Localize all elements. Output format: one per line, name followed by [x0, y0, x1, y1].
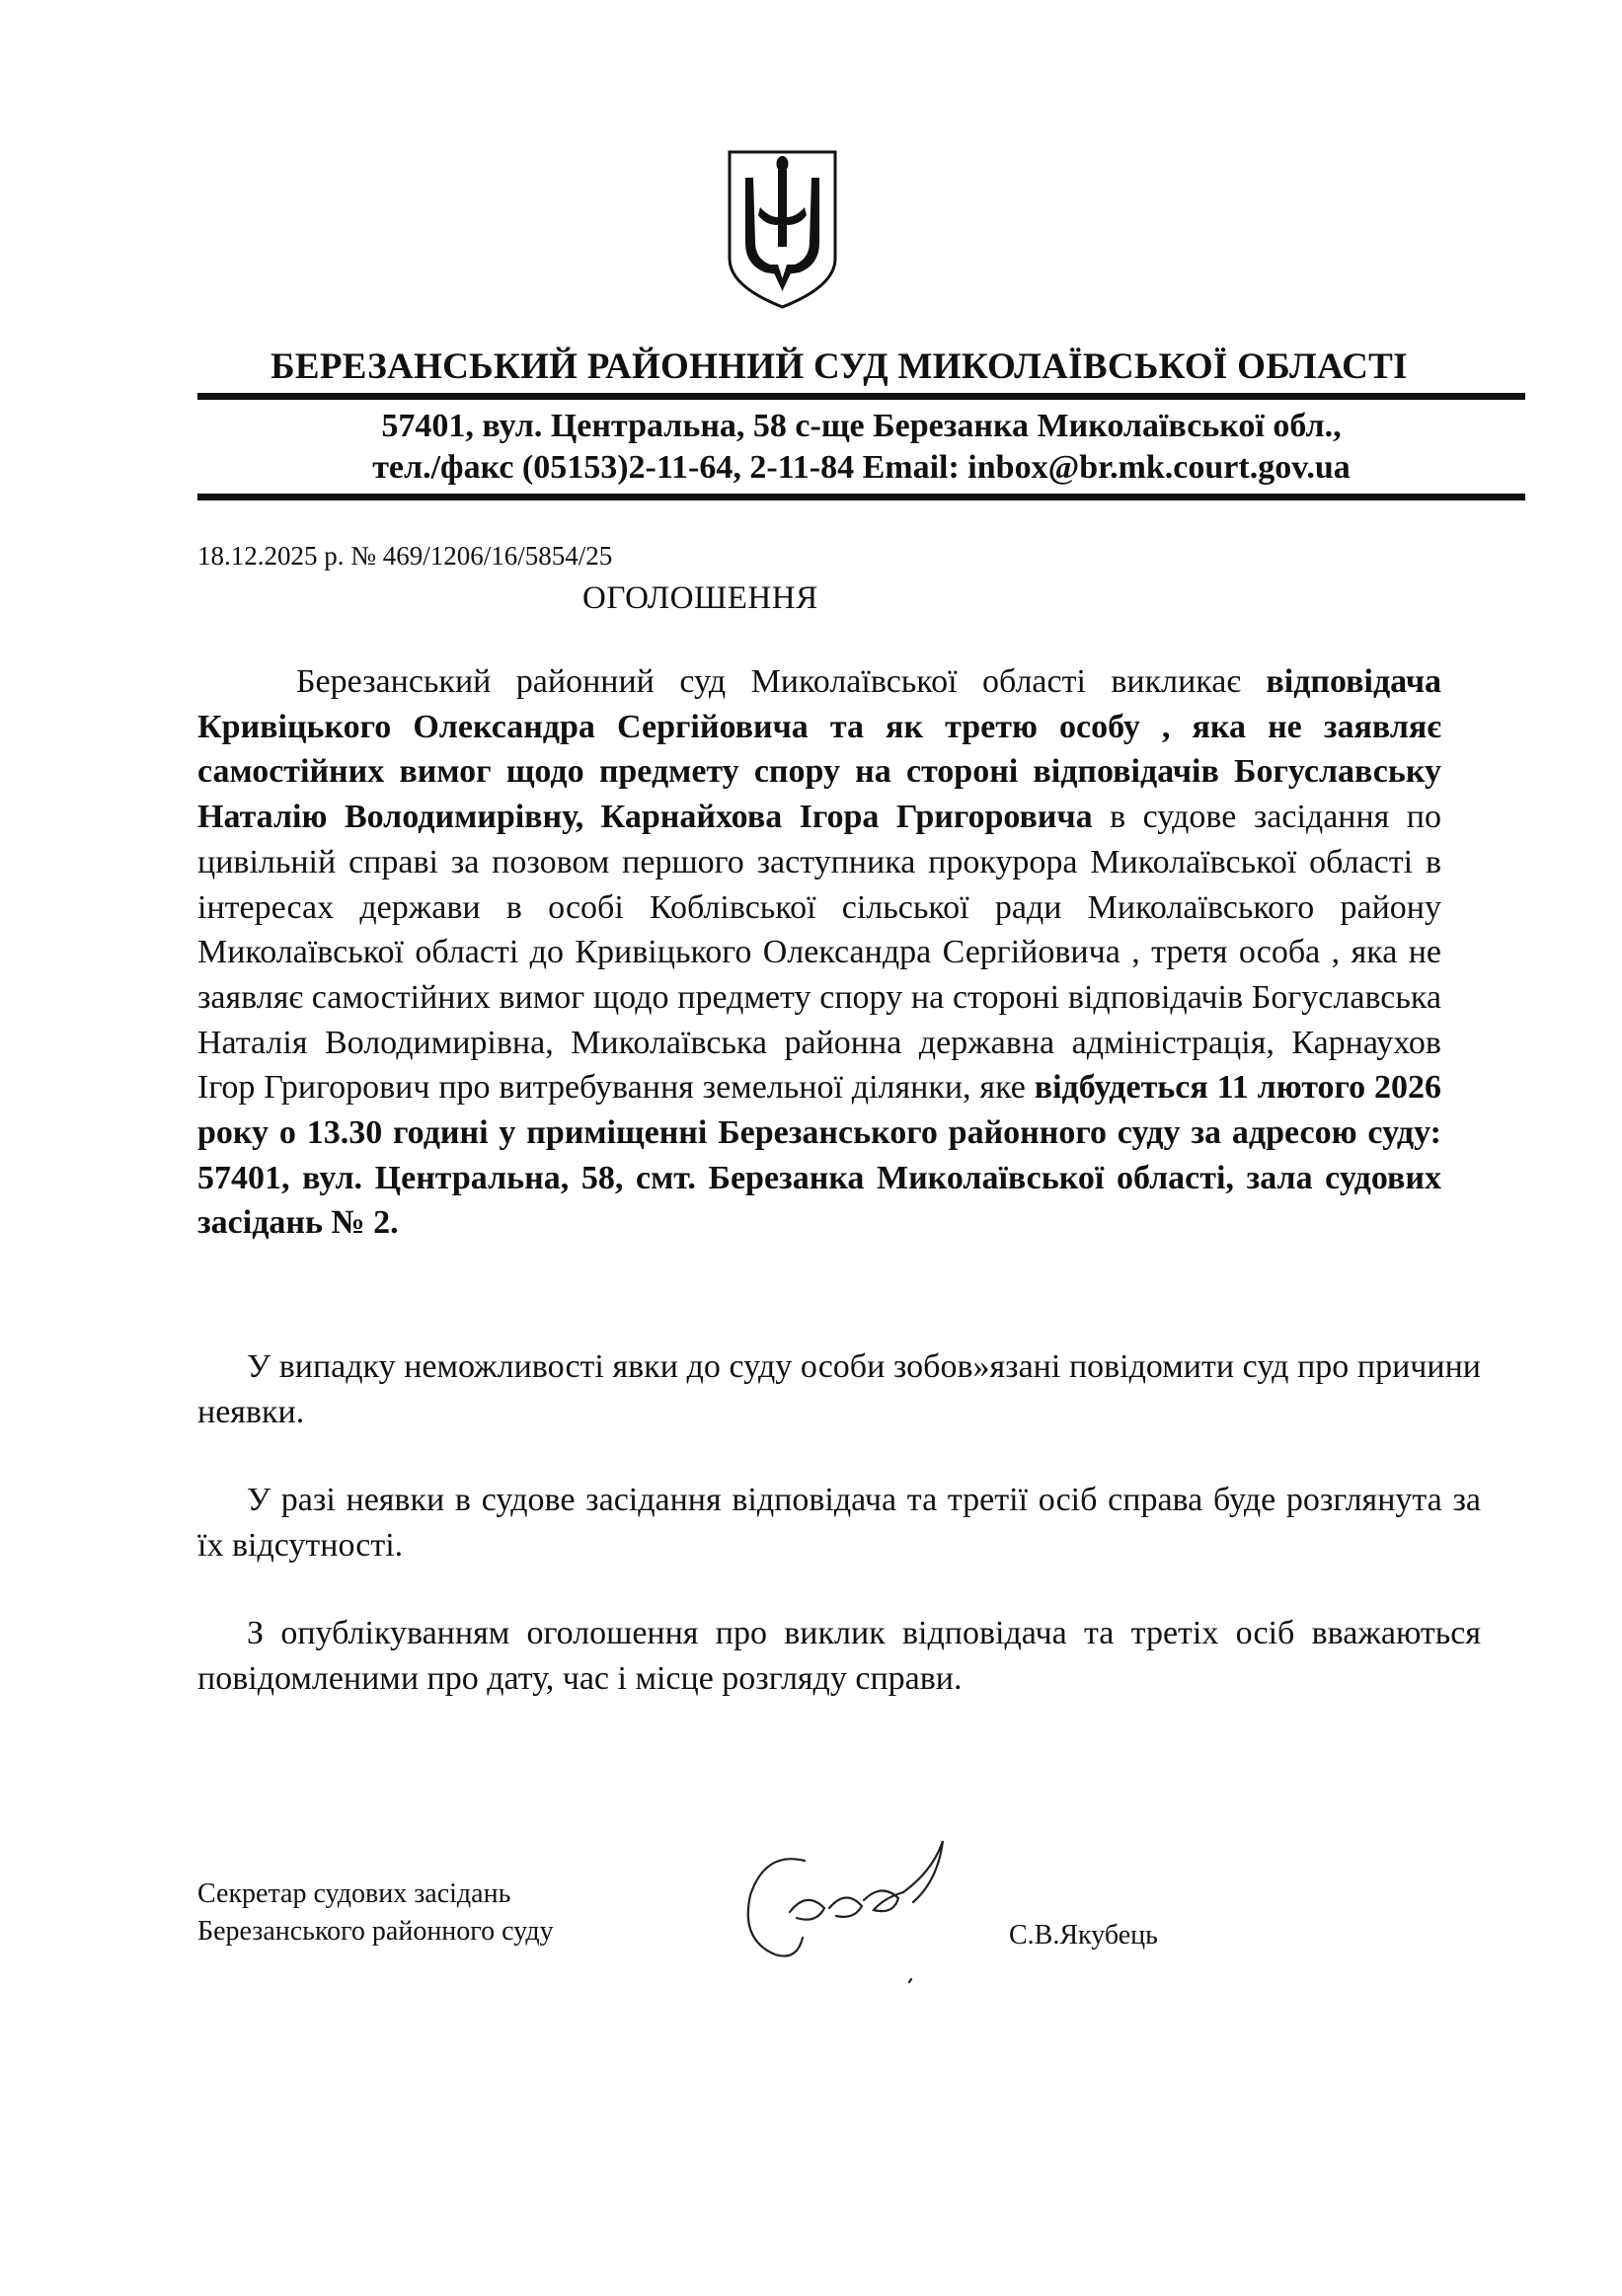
- coat-of-arms-icon: [726, 148, 839, 311]
- paragraph-absence-notice: У випадку неможливості явки до суду особи зобов»язані повідомити суд про причини неявки.: [197, 1348, 1481, 1430]
- court-address: 57401, вул. Центральна, 58 с-ще Березанка Миколаївської обл.,: [381, 408, 1342, 444]
- signatory-name: С.В.Якубець: [1009, 1920, 1158, 1951]
- main-hearing-details: відбудеться 11 лютого 2026 року о 13.30 годині у приміщенні Березанського районного суду за адресою суду: 57401, вул. Центральна, 58, смт. Березанка Миколаївської області, зала судових засідань № 2.: [197, 1069, 1441, 1242]
- header-divider-top: [197, 393, 1525, 400]
- document-title: ОГОЛОШЕННЯ: [582, 580, 818, 616]
- header-divider-bottom: [197, 494, 1525, 500]
- signatory-position-line1: Секретар судових засідань: [197, 1878, 511, 1909]
- paragraph-default-consequence: У разі неявки в судове засідання відповідача та третії осіб справа буде розглянута за їх відсутності.: [197, 1482, 1481, 1564]
- announcement-main-paragraph: [197, 659, 1441, 1246]
- court-contacts: тел./факс (05153)2-11-64, 2-11-84 Email: inbox@br.mk.court.gov.ua: [372, 449, 1351, 486]
- paragraph-publication-notice: З опублікуванням оголошення про виклик відповідача та третіх осіб вважаються повідомленими про дату, час і місце розгляду справи.: [197, 1615, 1481, 1697]
- main-intro: Березанський районний суд Миколаївської області викликає: [296, 663, 1241, 700]
- main-parties: відповідача Кривіцького Олександра Сергійовича та як третю особу , яка не заявляє самостійних вимог щодо предмету спору на стороні відповідачів Богуславську Наталію Володимирівну, Карнайхова Ігора Григоровича: [197, 663, 1441, 836]
- signatory-position: [197, 1875, 554, 1951]
- main-case-text: в судове засідання по цивільній справі за позовом першого заступника прокурора Миколаївської області в інтересах держави в особі Коблівської сільської ради Миколаївського району Миколаївської області до Кривіцького Олександра Сергійовича , третя особа , яка не заявляє самостійних вимог щодо предмету спору на стороні відповідачів Богуславська Наталія Володимирівна, Миколаївська районна державна адміністрація, Карнаухов Ігор Григорович про витребування земельної ділянки, яке: [197, 799, 1441, 1107]
- court-name: БЕРЕЗАНСЬКИЙ РАЙОННИЙ СУД МИКОЛАЇВСЬКОЇ ОБЛАСТІ: [270, 346, 1408, 387]
- document-reference: 18.12.2025 р. № 469/1206/16/5854/25: [197, 541, 613, 571]
- handwritten-signature: [735, 1821, 1042, 1984]
- signatory-position-line2: Березанського районного суду: [197, 1916, 554, 1947]
